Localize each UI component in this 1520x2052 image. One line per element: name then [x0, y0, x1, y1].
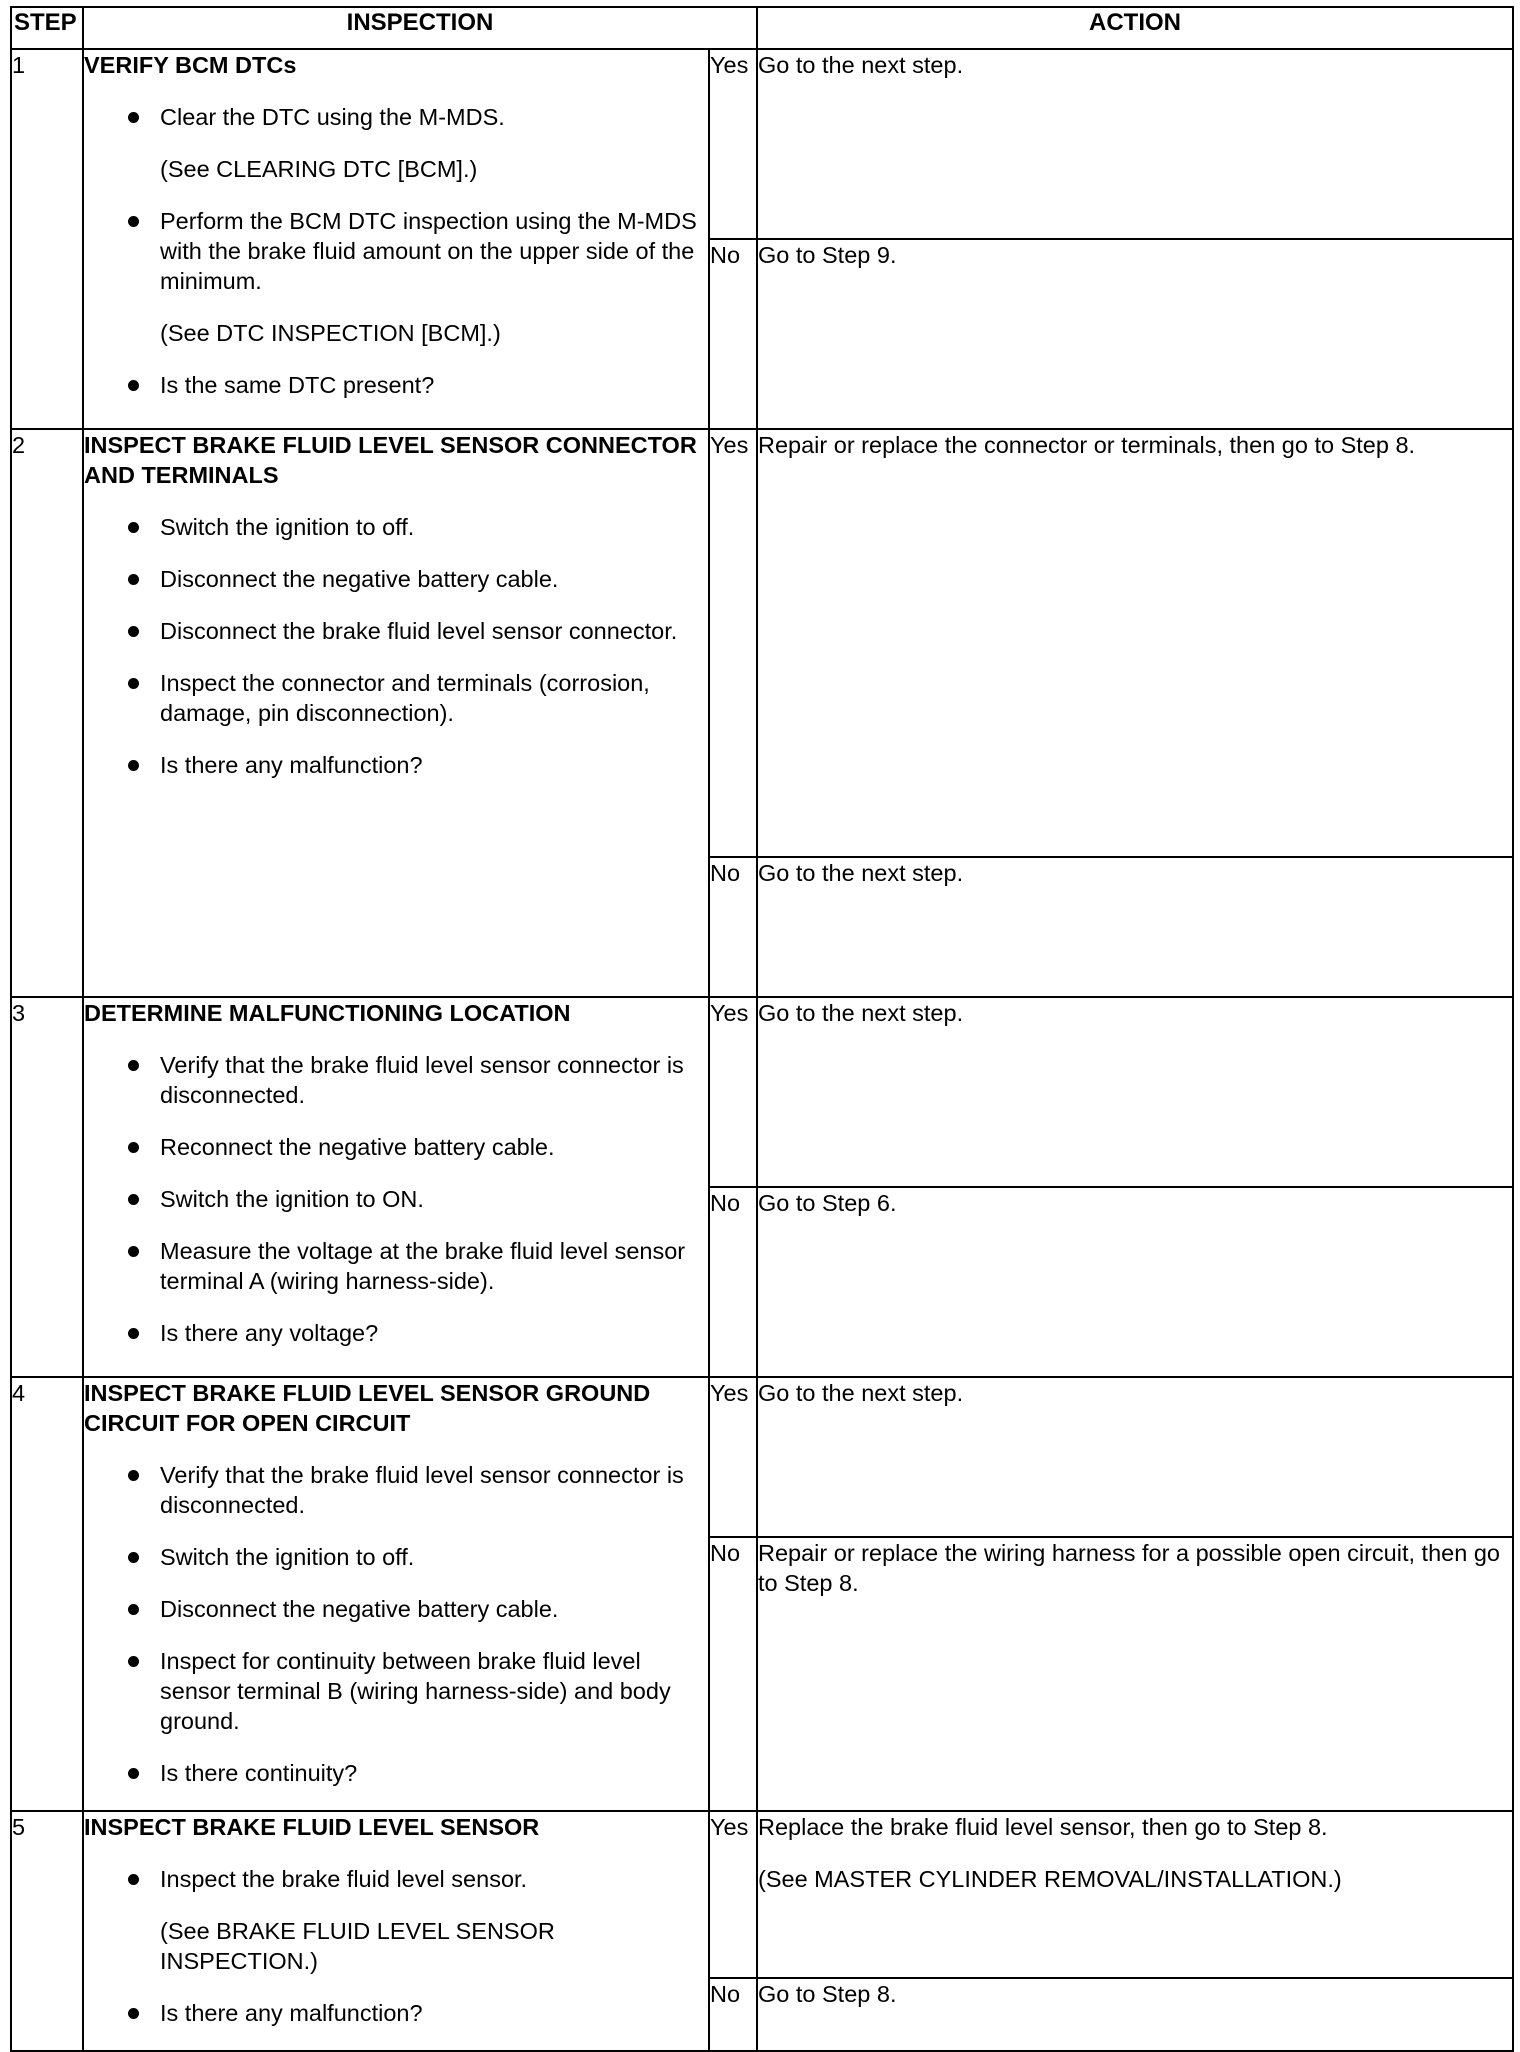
header-action: ACTION [757, 7, 1513, 49]
procedure-page [10, 6, 1512, 2026]
yes-action: Go to the next step. [757, 997, 1513, 1187]
bullet-icon [128, 678, 139, 689]
reference-note: (See MASTER CYLINDER REMOVAL/INSTALLATION.) [758, 1866, 1342, 1892]
bullet-icon [128, 574, 139, 585]
step-5-inspection [83, 1811, 709, 2051]
yes-label: Yes [709, 429, 757, 857]
step-2-inspection [83, 429, 709, 997]
bullet-icon [128, 522, 139, 533]
inspection-item: Verify that the brake fluid level sensor connector is disconnected. [84, 1050, 708, 1110]
inspection-item: Reconnect the negative battery cable. [84, 1132, 708, 1162]
step-title: INSPECT BRAKE FLUID LEVEL SENSOR GROUND CIRCUIT FOR OPEN CIRCUIT [84, 1380, 651, 1436]
no-label: No [709, 1978, 757, 2052]
bullet-icon [128, 1768, 139, 1779]
bullet-icon [128, 1060, 139, 1071]
yes-action: Replace the brake fluid level sensor, then go to Step 8. (See MASTER CYLINDER REMOVAL/INSTALLATION.) [757, 1811, 1513, 1978]
step-number: 4 [11, 1377, 83, 1811]
step-4-inspection [83, 1377, 709, 1811]
bullet-icon [128, 216, 139, 227]
bullet-icon [128, 380, 139, 391]
yes-action: Go to the next step. [757, 49, 1513, 239]
step-number: 2 [11, 429, 83, 997]
bullet-icon [128, 1246, 139, 1257]
bullet-icon [128, 626, 139, 637]
bullet-icon [128, 1604, 139, 1615]
inspection-item: Switch the ignition to ON. [84, 1184, 708, 1214]
yes-label: Yes [709, 49, 757, 239]
step-1-yes-row [11, 49, 1513, 239]
reference-note: (See CLEARING DTC [BCM].) [160, 156, 478, 182]
inspection-item: Measure the voltage at the brake fluid level sensor terminal A (wiring harness-side). [84, 1236, 708, 1296]
bullet-icon [128, 1142, 139, 1153]
inspection-item: Inspect the connector and terminals (corrosion, damage, pin disconnection). [84, 668, 708, 728]
no-label: No [709, 857, 757, 997]
inspection-item: Verify that the brake fluid level sensor connector is disconnected. [84, 1460, 708, 1520]
bullet-icon [128, 2008, 139, 2019]
step-title: VERIFY BCM DTCs [84, 52, 297, 78]
no-action: Go to the next step. [757, 857, 1513, 997]
inspection-item: Inspect the brake fluid level sensor. [84, 1864, 708, 1894]
bullet-icon [128, 112, 139, 123]
no-action: Go to Step 9. [757, 239, 1513, 429]
step-number: 1 [11, 49, 83, 429]
bullet-icon [128, 760, 139, 771]
step-title: INSPECT BRAKE FLUID LEVEL SENSOR [84, 1814, 540, 1840]
no-label: No [709, 1187, 757, 1377]
no-action: Go to Step 8. [757, 1978, 1513, 2052]
diagnostic-procedure-table [10, 6, 1514, 2052]
inspection-item: Is there any voltage? [84, 1318, 708, 1348]
inspection-item: Is there any malfunction? [84, 750, 708, 780]
no-action: Go to Step 6. [757, 1187, 1513, 1377]
inspection-item: Disconnect the brake fluid level sensor connector. [84, 616, 708, 646]
inspection-item: Is the same DTC present? [84, 370, 708, 400]
step-title: DETERMINE MALFUNCTIONING LOCATION [84, 1000, 571, 1026]
step-4-yes-row [11, 1377, 1513, 1537]
bullet-icon [128, 1328, 139, 1339]
inspection-item: Clear the DTC using the M-MDS. [84, 102, 708, 132]
step-3-inspection [83, 997, 709, 1377]
yes-action: Go to the next step. [757, 1377, 1513, 1537]
inspection-item: Disconnect the negative battery cable. [84, 1594, 708, 1624]
bullet-icon [128, 1552, 139, 1563]
inspection-item: Switch the ignition to off. [84, 1542, 708, 1572]
inspection-item: Perform the BCM DTC inspection using the M-MDS with the brake fluid amount on the upper side of the minimum. [84, 206, 708, 296]
step-3-yes-row [11, 997, 1513, 1187]
yes-label: Yes [709, 1811, 757, 1978]
inspection-item: Switch the ignition to off. [84, 512, 708, 542]
inspection-item: Is there continuity? [84, 1758, 708, 1788]
bullet-icon [128, 1874, 139, 1885]
step-1-inspection [83, 49, 709, 429]
header-step: STEP [11, 7, 83, 49]
step-number: 3 [11, 997, 83, 1377]
bullet-icon [128, 1194, 139, 1205]
reference-note: (See DTC INSPECTION [BCM].) [160, 320, 501, 346]
inspection-item: Inspect for continuity between brake fluid level sensor terminal B (wiring harness-side) and body ground. [84, 1646, 708, 1736]
step-2-yes-row [11, 429, 1513, 857]
reference-note: (See BRAKE FLUID LEVEL SENSOR INSPECTION.) [160, 1918, 555, 1974]
yes-action: Repair or replace the connector or terminals, then go to Step 8. [757, 429, 1513, 857]
header-row [11, 7, 1513, 49]
bullet-icon [128, 1470, 139, 1481]
step-title: INSPECT BRAKE FLUID LEVEL SENSOR CONNECTOR AND TERMINALS [84, 432, 697, 488]
no-action: Repair or replace the wiring harness for a possible open circuit, then go to Step 8. [757, 1537, 1513, 1811]
yes-label: Yes [709, 1377, 757, 1537]
no-label: No [709, 1537, 757, 1811]
bullet-icon [128, 1656, 139, 1667]
inspection-item: Disconnect the negative battery cable. [84, 564, 708, 594]
step-number: 5 [11, 1811, 83, 2051]
inspection-item: Is there any malfunction? [84, 1998, 708, 2028]
no-label: No [709, 239, 757, 429]
step-5-yes-row [11, 1811, 1513, 1978]
yes-label: Yes [709, 997, 757, 1187]
header-inspection: INSPECTION [83, 7, 757, 49]
